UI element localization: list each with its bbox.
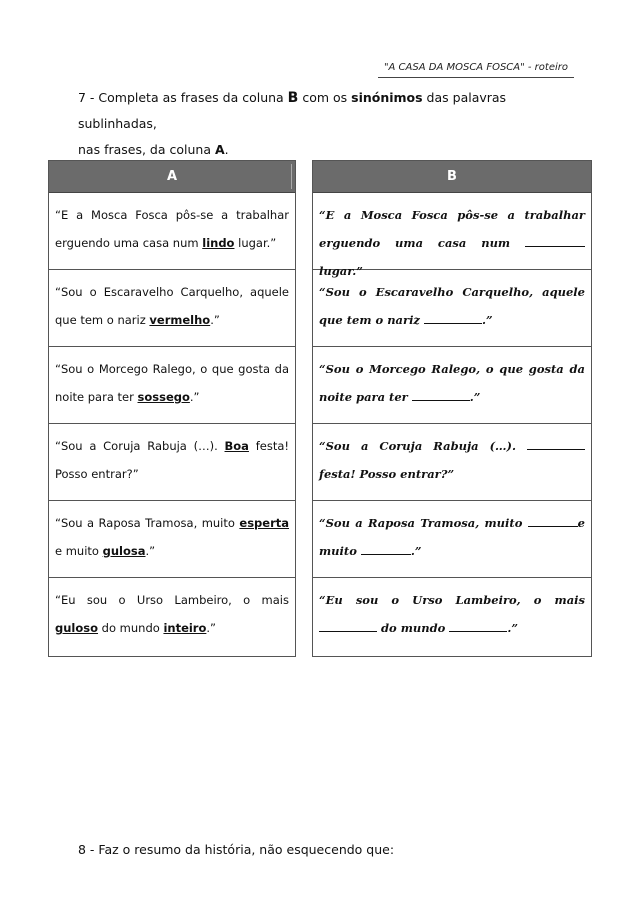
underlined-word: vermelho xyxy=(149,313,211,327)
blank-line[interactable] xyxy=(528,514,578,527)
keyword-sinonimos: sinónimos xyxy=(351,90,423,105)
blank-line[interactable] xyxy=(319,619,377,632)
document-header: "A CASA DA MOSCA FOSCA" - roteiro xyxy=(383,62,568,73)
a-cell-2: “Sou o Escaravelho Carquelho, aquele que tem o nariz vermelho.” xyxy=(49,270,295,347)
b-cell-2: “Sou o Escaravelho Carquelho, aquele que tem o nariz .” xyxy=(313,270,591,347)
blank-line[interactable] xyxy=(449,619,507,632)
underlined-word: Boa xyxy=(224,439,249,453)
blank-line[interactable] xyxy=(412,388,470,401)
instruction-text: 7 - Completa as frases da coluna xyxy=(78,90,288,105)
exercise-7-instruction xyxy=(78,85,578,163)
column-a-ref: A xyxy=(214,142,225,157)
underlined-word: gulosa xyxy=(102,544,146,558)
column-a-title: A xyxy=(166,169,178,184)
instruction-text: com os xyxy=(298,90,352,105)
blank-line[interactable] xyxy=(527,437,585,450)
b-cell-1: “E a Mosca Fosca pôs-se a trabalhar erguendo uma casa num lugar.” xyxy=(313,193,591,270)
b-cell-6: “Eu sou o Urso Lambeiro, o mais do mundo .” xyxy=(319,593,585,635)
instruction-text: das palavras sublinhadas, xyxy=(78,90,507,131)
underlined-word: esperta xyxy=(239,516,289,530)
blank-line[interactable] xyxy=(525,234,585,247)
column-a xyxy=(48,160,296,657)
synonyms-table xyxy=(43,160,594,657)
a-cell-4: “Sou a Coruja Rabuja (…). Boa festa! Posso entrar?” xyxy=(49,424,295,501)
b-cell-5: “Sou a Raposa Tramosa, muito e muito .” xyxy=(313,501,591,578)
instruction-text: nas frases, da coluna xyxy=(78,142,215,157)
a-cell-3: “Sou o Morcego Ralego, o que gosta da noite para ter sossego.” xyxy=(49,347,295,424)
a-cell-6: “Eu sou o Urso Lambeiro, o mais guloso do mundo inteiro.” xyxy=(55,593,289,635)
underlined-word: inteiro xyxy=(163,621,207,635)
column-b-title: B xyxy=(447,169,457,184)
underlined-word: sossego xyxy=(137,390,190,404)
underlined-word: guloso xyxy=(55,621,99,635)
instruction-text: . xyxy=(224,142,229,157)
a-cell-1: “E a Mosca Fosca pôs-se a trabalhar erguendo uma casa num lindo lugar.” xyxy=(49,193,295,270)
b-cell-4: “Sou a Coruja Rabuja (…). festa! Posso entrar?” xyxy=(313,424,591,501)
a-cell-5: “Sou a Raposa Tramosa, muito esperta e muito gulosa.” xyxy=(49,501,295,578)
blank-line[interactable] xyxy=(361,542,411,555)
b-cell-3: “Sou o Morcego Ralego, o que gosta da noite para ter .” xyxy=(313,347,591,424)
exercise-8-instruction: 8 - Faz o resumo da história, não esquecendo que: xyxy=(78,842,395,857)
blank-line[interactable] xyxy=(424,311,482,324)
header-rule xyxy=(378,77,574,78)
column-b-ref: B xyxy=(287,90,299,106)
underlined-word: lindo xyxy=(202,236,235,250)
column-b-header xyxy=(313,161,591,193)
column-a-header xyxy=(49,161,295,193)
column-b xyxy=(312,160,592,657)
